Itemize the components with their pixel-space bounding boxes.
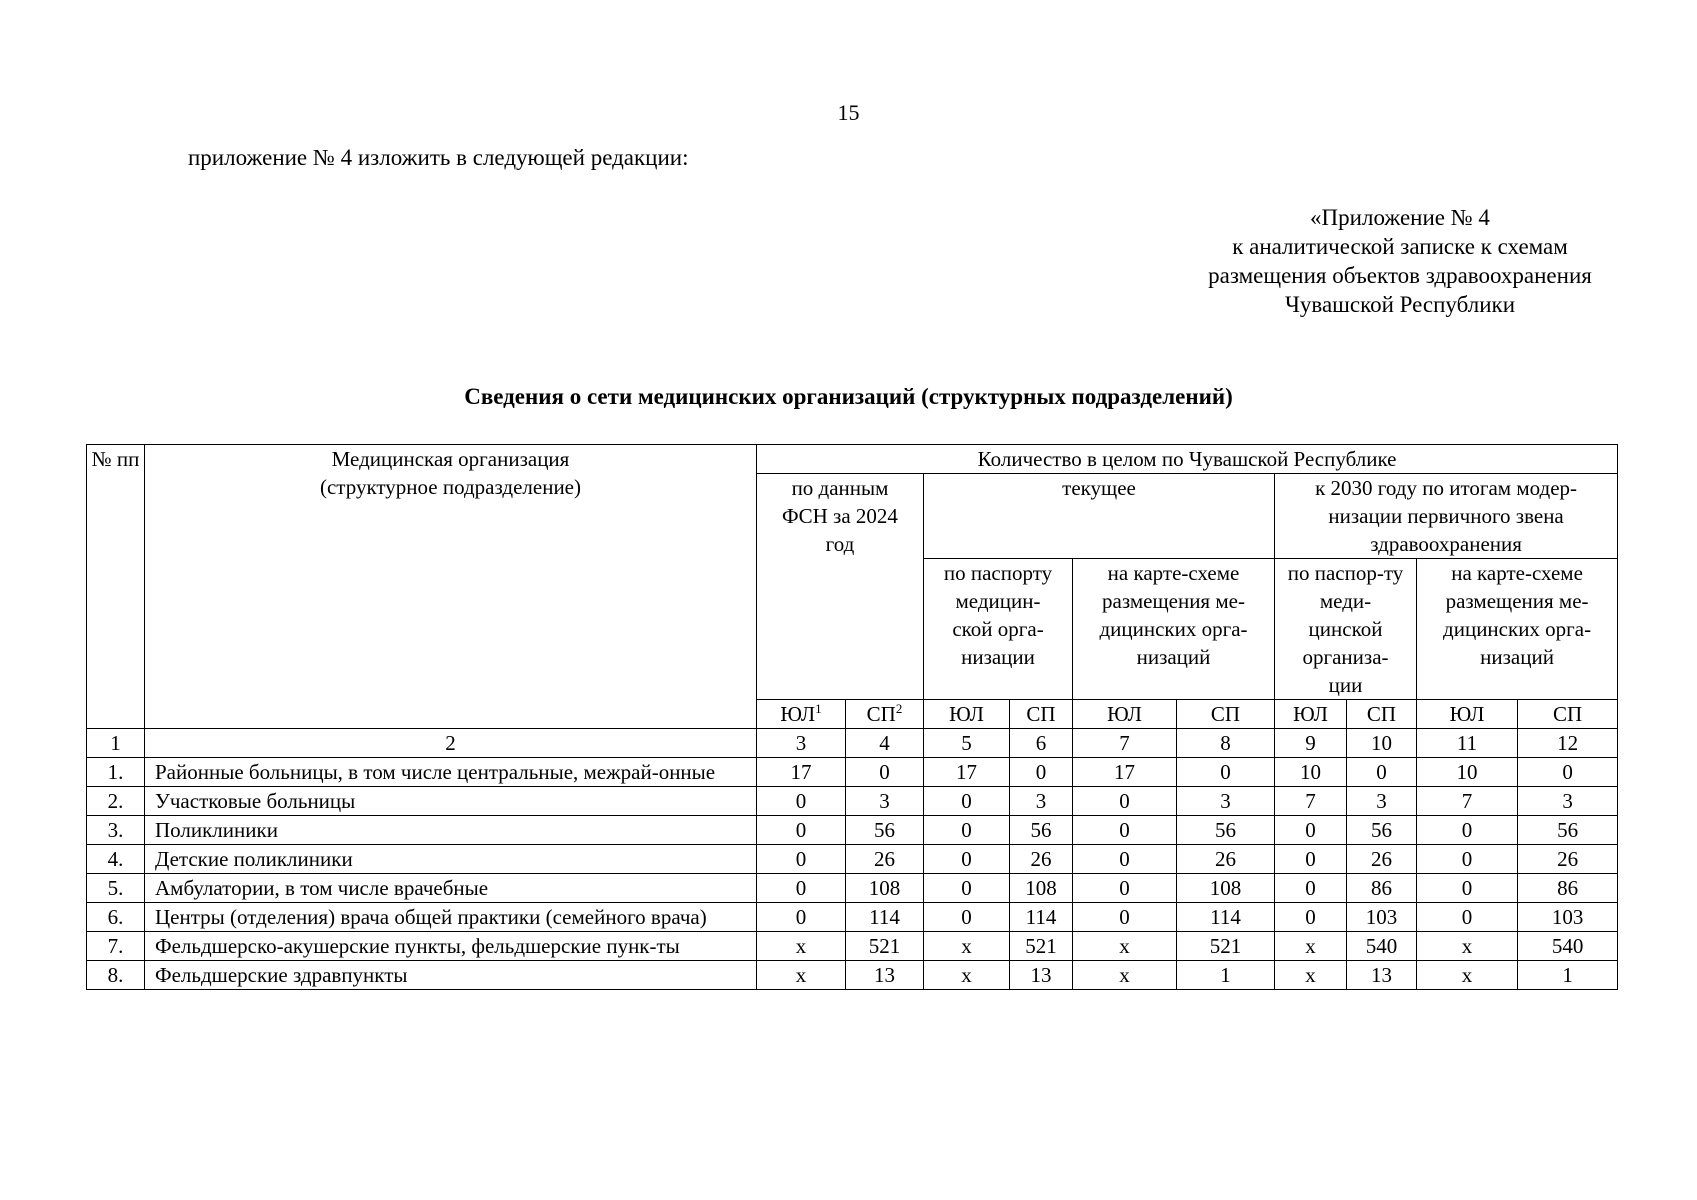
- column-number: 8: [1177, 729, 1275, 758]
- row-value: 0: [757, 903, 846, 932]
- row-value: 540: [1518, 932, 1618, 961]
- row-value: 0: [757, 787, 846, 816]
- column-number: 3: [757, 729, 846, 758]
- row-value: 108: [1010, 874, 1073, 903]
- row-value: 0: [1073, 874, 1177, 903]
- header-current-map: на карте-схеме размещения ме-дицинских орга-низаций: [1073, 559, 1275, 700]
- sp-label: СП: [866, 702, 896, 726]
- intro-text: приложение № 4 изложить в следующей редакции:: [188, 145, 689, 170]
- row-value: 0: [1275, 903, 1347, 932]
- row-name: Детские поликлиники: [145, 845, 757, 874]
- row-value: 103: [1518, 903, 1618, 932]
- row-value: 13: [846, 961, 924, 990]
- row-value: 521: [1177, 932, 1275, 961]
- row-value: 0: [1417, 816, 1518, 845]
- row-value: 521: [846, 932, 924, 961]
- row-name: Районные больницы, в том числе центральные, межрай-онные: [145, 758, 757, 787]
- row-value: 3: [1347, 787, 1417, 816]
- column-number: 9: [1275, 729, 1347, 758]
- row-value: 56: [1177, 816, 1275, 845]
- row-value: 0: [1275, 845, 1347, 874]
- header-org: Медицинская организация (структурное подразделение): [145, 445, 757, 729]
- row-value: 0: [1073, 845, 1177, 874]
- footnote-mark: 2: [895, 701, 903, 716]
- row-value: 0: [1417, 874, 1518, 903]
- row-value: 7: [1417, 787, 1518, 816]
- row-number: 5.: [87, 874, 145, 903]
- row-number: 4.: [87, 845, 145, 874]
- header-sp: СП: [1010, 700, 1073, 729]
- row-value: 10: [1417, 758, 1518, 787]
- row-value: 26: [1518, 845, 1618, 874]
- row-value: 3: [1518, 787, 1618, 816]
- row-value: 103: [1347, 903, 1417, 932]
- row-value: 0: [757, 874, 846, 903]
- header-sp: СП: [1347, 700, 1417, 729]
- row-value: 0: [1275, 874, 1347, 903]
- header-sp: СП: [1177, 700, 1275, 729]
- row-value: 7: [1275, 787, 1347, 816]
- column-number: 1: [87, 729, 145, 758]
- row-value: х: [757, 961, 846, 990]
- row-value: х: [924, 932, 1010, 961]
- header-sp: [846, 700, 924, 729]
- column-number: 7: [1073, 729, 1177, 758]
- table-row: [87, 961, 1618, 990]
- appendix-ref-line: к аналитической записке к схемам: [1232, 234, 1568, 259]
- row-number: 1.: [87, 758, 145, 787]
- appendix-ref-line: Чувашской Республики: [1284, 292, 1516, 317]
- row-value: х: [924, 961, 1010, 990]
- column-number: 5: [924, 729, 1010, 758]
- row-value: 0: [1073, 903, 1177, 932]
- row-value: 521: [1010, 932, 1073, 961]
- row-value: 0: [846, 758, 924, 787]
- row-number: 8.: [87, 961, 145, 990]
- row-value: 0: [1518, 758, 1618, 787]
- row-value: 0: [757, 845, 846, 874]
- row-name: Поликлиники: [145, 816, 757, 845]
- row-value: 13: [1347, 961, 1417, 990]
- row-value: 0: [1417, 845, 1518, 874]
- appendix-ref-line: размещения объектов здравоохранения: [1208, 263, 1592, 288]
- row-value: 0: [1177, 758, 1275, 787]
- row-value: 3: [1177, 787, 1275, 816]
- header-ul: ЮЛ: [1417, 700, 1518, 729]
- row-value: 26: [1177, 845, 1275, 874]
- row-value: 0: [757, 816, 846, 845]
- row-value: 114: [1010, 903, 1073, 932]
- row-name: Фельдшерско-акушерские пункты, фельдшерские пунк-ты: [145, 932, 757, 961]
- header-total: Количество в целом по Чувашской Республике: [757, 445, 1618, 474]
- column-number: 4: [846, 729, 924, 758]
- row-value: 3: [1010, 787, 1073, 816]
- row-name: Фельдшерские здравпункты: [145, 961, 757, 990]
- row-value: 540: [1347, 932, 1417, 961]
- appendix-ref-line: «Приложение № 4: [1310, 205, 1490, 230]
- table-title: Сведения о сети медицинских организаций (структурных подразделений): [464, 384, 1233, 409]
- header-2030-passport: по паспор-ту меди-цинской организа-ции: [1275, 559, 1417, 700]
- row-value: 0: [1347, 758, 1417, 787]
- table-body: [87, 758, 1618, 990]
- header-current: текущее: [924, 474, 1275, 559]
- row-name: Центры (отделения) врача общей практики (семейного врача): [145, 903, 757, 932]
- row-value: 1: [1177, 961, 1275, 990]
- row-value: х: [1073, 961, 1177, 990]
- row-value: 0: [1010, 758, 1073, 787]
- table-row: [87, 758, 1618, 787]
- column-number-row: [87, 729, 1618, 758]
- column-number: 6: [1010, 729, 1073, 758]
- table-row: [87, 903, 1618, 932]
- header-ul: ЮЛ: [1275, 700, 1347, 729]
- header-2030: к 2030 году по итогам модер-низации первичного звена здравоохранения: [1275, 474, 1618, 559]
- row-value: 17: [1073, 758, 1177, 787]
- row-value: 0: [924, 787, 1010, 816]
- row-value: х: [1275, 961, 1347, 990]
- column-number: 11: [1417, 729, 1518, 758]
- row-value: 10: [1275, 758, 1347, 787]
- row-value: 0: [1417, 903, 1518, 932]
- row-value: 3: [846, 787, 924, 816]
- row-value: х: [1417, 932, 1518, 961]
- row-number: 3.: [87, 816, 145, 845]
- medical-network-table: [86, 444, 1618, 990]
- row-value: 56: [1010, 816, 1073, 845]
- row-number: 6.: [87, 903, 145, 932]
- header-2030-map: на карте-схеме размещения ме-дицинских орга-низаций: [1417, 559, 1618, 700]
- row-value: 56: [846, 816, 924, 845]
- table-row: [87, 874, 1618, 903]
- table-row: [87, 845, 1618, 874]
- row-value: 108: [1177, 874, 1275, 903]
- table-row: [87, 787, 1618, 816]
- header-row: [87, 445, 1618, 474]
- row-value: 0: [924, 874, 1010, 903]
- row-value: 114: [846, 903, 924, 932]
- row-value: 0: [1073, 787, 1177, 816]
- row-value: 56: [1518, 816, 1618, 845]
- row-value: х: [1275, 932, 1347, 961]
- appendix-reference: [1120, 203, 1680, 319]
- column-number: 10: [1347, 729, 1417, 758]
- row-value: 86: [1518, 874, 1618, 903]
- row-name: Участковые больницы: [145, 787, 757, 816]
- row-value: х: [1073, 932, 1177, 961]
- row-number: 7.: [87, 932, 145, 961]
- row-value: 114: [1177, 903, 1275, 932]
- row-value: 0: [924, 845, 1010, 874]
- footnote-mark: 1: [815, 701, 822, 716]
- row-value: 1: [1518, 961, 1618, 990]
- table-row: [87, 932, 1618, 961]
- row-value: 0: [924, 903, 1010, 932]
- row-value: 0: [1275, 816, 1347, 845]
- row-value: 0: [924, 816, 1010, 845]
- row-name: Амбулатории, в том числе врачебные: [145, 874, 757, 903]
- ul-label: ЮЛ: [780, 702, 816, 726]
- row-value: 17: [924, 758, 1010, 787]
- header-ul: ЮЛ: [1073, 700, 1177, 729]
- header-ul: [757, 700, 846, 729]
- row-value: 26: [1010, 845, 1073, 874]
- table-row: [87, 816, 1618, 845]
- page-number: 15: [837, 100, 860, 125]
- row-number: 2.: [87, 787, 145, 816]
- row-value: 17: [757, 758, 846, 787]
- row-value: х: [1417, 961, 1518, 990]
- row-value: 26: [846, 845, 924, 874]
- header-sp: СП: [1518, 700, 1618, 729]
- header-ul: ЮЛ: [924, 700, 1010, 729]
- row-value: 13: [1010, 961, 1073, 990]
- row-value: 108: [846, 874, 924, 903]
- column-number: 12: [1518, 729, 1618, 758]
- row-value: 86: [1347, 874, 1417, 903]
- header-num: № пп: [87, 445, 145, 729]
- row-value: 0: [1073, 816, 1177, 845]
- header-fsn: по данным ФСН за 2024 год: [757, 474, 924, 700]
- column-number: 2: [145, 729, 757, 758]
- row-value: х: [757, 932, 846, 961]
- row-value: 26: [1347, 845, 1417, 874]
- header-current-passport: по паспорту медицин-ской орга-низации: [924, 559, 1073, 700]
- row-value: 56: [1347, 816, 1417, 845]
